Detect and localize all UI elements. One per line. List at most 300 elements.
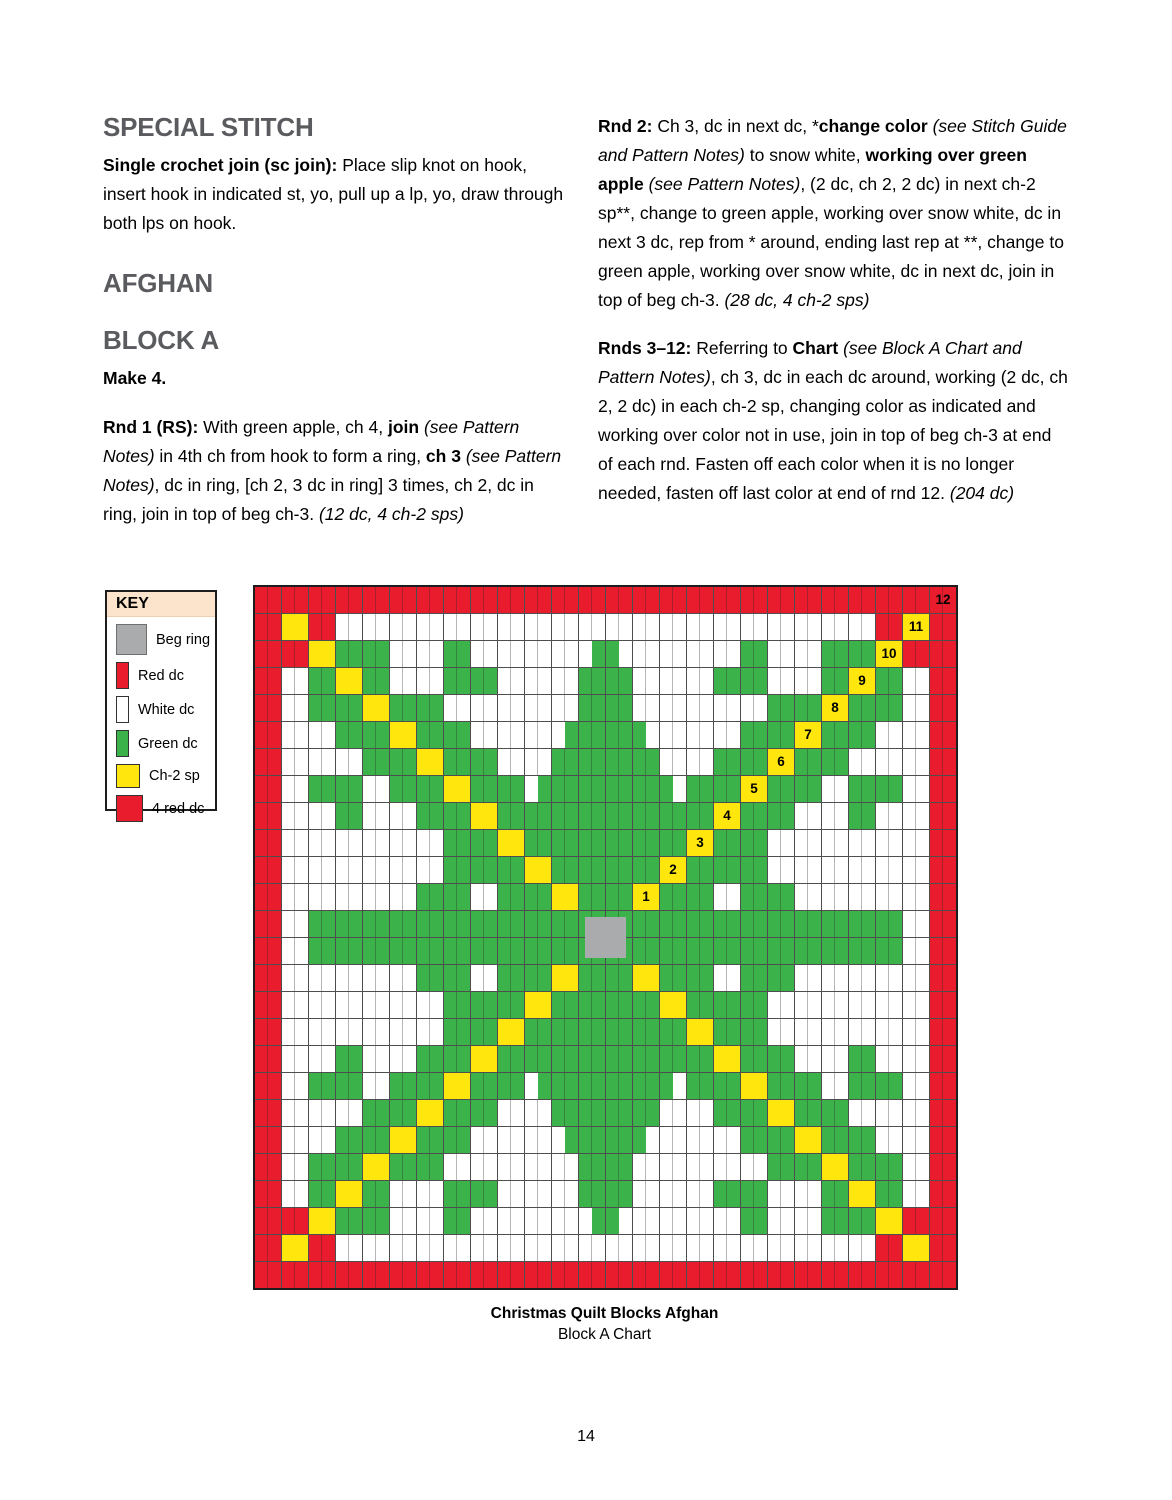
chart-cell bbox=[714, 830, 740, 856]
chart-cell bbox=[768, 1019, 794, 1045]
chart-cell bbox=[255, 614, 281, 640]
chart-cell bbox=[660, 614, 686, 640]
chart-cell bbox=[660, 911, 686, 937]
chart-cell bbox=[579, 695, 605, 721]
chart-cell bbox=[525, 1181, 551, 1207]
chart-cell bbox=[444, 938, 470, 964]
chart-cell bbox=[741, 1181, 767, 1207]
chart-cell bbox=[579, 965, 605, 991]
chart-cell bbox=[417, 749, 443, 775]
chart-cell bbox=[363, 1208, 389, 1234]
chart-cell bbox=[714, 911, 740, 937]
chart-cell: 1 bbox=[633, 884, 659, 910]
chart-cell bbox=[876, 749, 902, 775]
chart-cell bbox=[390, 857, 416, 883]
chart-cell bbox=[363, 695, 389, 721]
chart-cell bbox=[930, 1019, 956, 1045]
chart-cell bbox=[444, 641, 470, 667]
chart-cell bbox=[687, 1181, 713, 1207]
chart-cell bbox=[660, 668, 686, 694]
chart-cell bbox=[660, 749, 686, 775]
chart-cell bbox=[363, 1073, 389, 1099]
chart-cell bbox=[309, 614, 335, 640]
chart-cell bbox=[390, 587, 416, 613]
chart-cell bbox=[444, 614, 470, 640]
chart-cell bbox=[309, 803, 335, 829]
chart-cell bbox=[417, 965, 443, 991]
chart-cell bbox=[552, 992, 578, 1018]
chart-cell bbox=[633, 614, 659, 640]
chart-cell bbox=[903, 668, 929, 694]
chart-cell bbox=[741, 992, 767, 1018]
chart-cell bbox=[444, 722, 470, 748]
chart-cell bbox=[282, 1154, 308, 1180]
chart-cell bbox=[390, 749, 416, 775]
chart-cell bbox=[417, 1181, 443, 1207]
chart-cell bbox=[336, 776, 362, 802]
chart-cell bbox=[255, 884, 281, 910]
chart-cell bbox=[822, 1046, 848, 1072]
chart-cell bbox=[822, 749, 848, 775]
chart-cell bbox=[417, 884, 443, 910]
chart-cell bbox=[498, 1235, 524, 1261]
chart-cell bbox=[849, 749, 875, 775]
chart-cell bbox=[336, 722, 362, 748]
chart-cell bbox=[471, 1181, 497, 1207]
chart-cell bbox=[309, 884, 335, 910]
chart-cell bbox=[795, 884, 821, 910]
chart-cell bbox=[282, 1019, 308, 1045]
chart-cell bbox=[930, 1262, 956, 1288]
chart-cell bbox=[849, 641, 875, 667]
chart-cell bbox=[579, 830, 605, 856]
chart-cell bbox=[741, 857, 767, 883]
chart-cell bbox=[552, 857, 578, 883]
chart-cell bbox=[579, 1235, 605, 1261]
chart-cell bbox=[714, 776, 740, 802]
chart-cell bbox=[471, 1262, 497, 1288]
chart-cell bbox=[336, 1019, 362, 1045]
chart-cell bbox=[471, 1100, 497, 1126]
chart-cell bbox=[417, 1154, 443, 1180]
chart-cell bbox=[390, 722, 416, 748]
chart-cell bbox=[849, 1127, 875, 1153]
chart-cell bbox=[633, 587, 659, 613]
chart-cell bbox=[309, 1019, 335, 1045]
chart-cell: 2 bbox=[660, 857, 686, 883]
chart-cell bbox=[336, 614, 362, 640]
chart-cell bbox=[498, 911, 524, 937]
chart-cell: 11 bbox=[903, 614, 929, 640]
chart-cell bbox=[930, 695, 956, 721]
chart-cell bbox=[768, 641, 794, 667]
chart-cell bbox=[282, 1208, 308, 1234]
chart-cell bbox=[795, 1127, 821, 1153]
chart-cell bbox=[525, 857, 551, 883]
chart-cell bbox=[606, 587, 632, 613]
chart-cell bbox=[498, 695, 524, 721]
chart-cell bbox=[255, 1154, 281, 1180]
chart-cell bbox=[606, 803, 632, 829]
chart-cell bbox=[876, 1073, 902, 1099]
reddc-swatch bbox=[116, 662, 129, 689]
chart-cell bbox=[687, 614, 713, 640]
chart-cell bbox=[876, 1127, 902, 1153]
chart-cell bbox=[498, 776, 524, 802]
chart-cell bbox=[282, 614, 308, 640]
chart-cell bbox=[363, 776, 389, 802]
chart-cell bbox=[498, 1046, 524, 1072]
chart-cell bbox=[687, 803, 713, 829]
chart-cell bbox=[903, 857, 929, 883]
chart-cell bbox=[579, 668, 605, 694]
chart-cell bbox=[876, 992, 902, 1018]
chart-cell bbox=[606, 1100, 632, 1126]
chart-cell bbox=[336, 1100, 362, 1126]
chart-cell bbox=[255, 1127, 281, 1153]
chart-cell bbox=[633, 830, 659, 856]
chart-cell bbox=[930, 884, 956, 910]
chart-cell bbox=[471, 965, 497, 991]
chart-cell bbox=[471, 1127, 497, 1153]
chart-cell bbox=[849, 884, 875, 910]
rnds3-12-paragraph: Rnds 3–12: Referring to Chart (see Block A Chart and Pattern Notes), ch 3, dc in each dc around, working (2 dc, ch 2, 2 dc) in each ch-2 sp, changing color as indicated and working over color not in use, join in top of beg ch-3 at end of each rnd. Fasten off each color when it is no longer needed, fasten off last color at end of rnd 12. (204 dc) bbox=[598, 338, 1068, 503]
chart-cell bbox=[579, 587, 605, 613]
chart-cell bbox=[795, 614, 821, 640]
chart-cell bbox=[471, 884, 497, 910]
chart-cell bbox=[336, 830, 362, 856]
chart-cell bbox=[282, 695, 308, 721]
chart-cell bbox=[849, 722, 875, 748]
chart-cell bbox=[660, 1073, 686, 1099]
chart-cell bbox=[822, 1100, 848, 1126]
chart-cell bbox=[552, 1073, 578, 1099]
chart-cell bbox=[795, 749, 821, 775]
chart-cell bbox=[471, 695, 497, 721]
chart-cell bbox=[498, 965, 524, 991]
chart-cell bbox=[768, 857, 794, 883]
chart-cell bbox=[687, 776, 713, 802]
chart-cell bbox=[552, 1181, 578, 1207]
chart-cell bbox=[714, 965, 740, 991]
chart-cell bbox=[930, 830, 956, 856]
chart-cell bbox=[795, 992, 821, 1018]
chart-cell bbox=[282, 641, 308, 667]
chart-cell bbox=[606, 1154, 632, 1180]
chart-cell bbox=[660, 695, 686, 721]
chart-cell bbox=[903, 1262, 929, 1288]
chart-cell bbox=[525, 776, 551, 802]
chart-cell bbox=[417, 911, 443, 937]
chart-cell bbox=[606, 992, 632, 1018]
chart-cell bbox=[282, 668, 308, 694]
chart-cell bbox=[660, 1100, 686, 1126]
chart-cell bbox=[876, 1100, 902, 1126]
chart-cell bbox=[390, 1181, 416, 1207]
chart-cell bbox=[336, 587, 362, 613]
chart-cell bbox=[444, 857, 470, 883]
chart-cell bbox=[768, 722, 794, 748]
chart-cell: 10 bbox=[876, 641, 902, 667]
chart-cell bbox=[444, 965, 470, 991]
chart-cell bbox=[579, 992, 605, 1018]
chart-cell: 9 bbox=[849, 668, 875, 694]
chart-cell bbox=[795, 1046, 821, 1072]
chart-cell bbox=[471, 830, 497, 856]
chart-cell bbox=[795, 830, 821, 856]
chart-cell bbox=[336, 668, 362, 694]
chart-cell bbox=[282, 1127, 308, 1153]
chart-cell bbox=[363, 1181, 389, 1207]
chart-cell bbox=[741, 1235, 767, 1261]
chart-cell bbox=[903, 1073, 929, 1099]
chart-cell bbox=[471, 992, 497, 1018]
chart-cell bbox=[336, 938, 362, 964]
make-line: Make 4. bbox=[103, 368, 167, 388]
chart-cell bbox=[930, 1046, 956, 1072]
chart-cell bbox=[795, 1208, 821, 1234]
chart-cell bbox=[579, 641, 605, 667]
chart-cell bbox=[336, 884, 362, 910]
chart-cell bbox=[525, 668, 551, 694]
chart-cell bbox=[552, 830, 578, 856]
chart-cell bbox=[660, 1181, 686, 1207]
chart-cell bbox=[363, 1262, 389, 1288]
chart-cell bbox=[849, 1181, 875, 1207]
chart-cell bbox=[282, 749, 308, 775]
chart-cell bbox=[687, 668, 713, 694]
chart-cell bbox=[741, 1262, 767, 1288]
chart-cell bbox=[282, 1046, 308, 1072]
chart-cell bbox=[930, 992, 956, 1018]
chart-cell bbox=[363, 857, 389, 883]
chart-caption-subtitle: Block A Chart bbox=[557, 1326, 652, 1343]
chart-cell bbox=[795, 1019, 821, 1045]
chart-cell bbox=[714, 749, 740, 775]
chart-cell bbox=[498, 1154, 524, 1180]
chart-cell bbox=[795, 668, 821, 694]
chart-cell bbox=[282, 1100, 308, 1126]
chart-cell bbox=[579, 803, 605, 829]
chart-cell bbox=[336, 803, 362, 829]
chart-cell bbox=[255, 1181, 281, 1207]
chart-cell bbox=[633, 668, 659, 694]
chart-cell bbox=[822, 1181, 848, 1207]
chart-cell bbox=[660, 965, 686, 991]
chart-cell bbox=[660, 884, 686, 910]
chart-cell bbox=[525, 641, 551, 667]
chart-cell bbox=[336, 1235, 362, 1261]
chart-cell bbox=[930, 1235, 956, 1261]
chart-cell bbox=[606, 1046, 632, 1072]
chart-cell bbox=[930, 1073, 956, 1099]
chart-cell bbox=[876, 587, 902, 613]
chart-cell bbox=[633, 911, 659, 937]
chart-cell bbox=[525, 1208, 551, 1234]
chart-cell bbox=[768, 668, 794, 694]
chart-cell bbox=[903, 695, 929, 721]
key-item-red4 bbox=[116, 795, 215, 822]
chart-cell bbox=[363, 614, 389, 640]
chart-cell bbox=[309, 722, 335, 748]
chart-cell bbox=[606, 722, 632, 748]
chart-cell bbox=[876, 938, 902, 964]
chart-cell bbox=[930, 1208, 956, 1234]
chart-cell bbox=[903, 1181, 929, 1207]
chart-cell: 12 bbox=[930, 587, 956, 613]
chart-cell bbox=[930, 857, 956, 883]
chart-cell bbox=[903, 830, 929, 856]
chart-cell bbox=[714, 587, 740, 613]
chart-cell bbox=[255, 695, 281, 721]
chart-cell bbox=[255, 992, 281, 1018]
chart-cell bbox=[309, 911, 335, 937]
chart-cell bbox=[795, 911, 821, 937]
chart-cell bbox=[714, 1127, 740, 1153]
chart-cell bbox=[687, 1208, 713, 1234]
chart-cell bbox=[876, 614, 902, 640]
chart-cell bbox=[417, 1208, 443, 1234]
chart-cell bbox=[255, 857, 281, 883]
chart-cell bbox=[768, 1046, 794, 1072]
chart-cell bbox=[552, 776, 578, 802]
chart-cell bbox=[741, 1208, 767, 1234]
chart-cell bbox=[876, 695, 902, 721]
chart-cell bbox=[498, 1181, 524, 1207]
chart-cell bbox=[714, 992, 740, 1018]
chart-cell bbox=[633, 965, 659, 991]
chart-cell bbox=[579, 776, 605, 802]
chart-cell bbox=[768, 803, 794, 829]
chart-cell bbox=[525, 938, 551, 964]
chart-cell bbox=[336, 992, 362, 1018]
chart-cell bbox=[903, 803, 929, 829]
chart-cell bbox=[579, 857, 605, 883]
chart-cell bbox=[660, 1019, 686, 1045]
chart-cell bbox=[282, 1235, 308, 1261]
chart-cell bbox=[255, 668, 281, 694]
key-item-label: Green dc bbox=[138, 735, 198, 752]
chart-cell bbox=[822, 1262, 848, 1288]
chart-cell bbox=[741, 1019, 767, 1045]
chart-cell bbox=[822, 776, 848, 802]
chart-cell bbox=[498, 938, 524, 964]
chart-cell bbox=[687, 1262, 713, 1288]
chart-cell bbox=[471, 938, 497, 964]
chart-cell bbox=[633, 749, 659, 775]
chart-cell bbox=[822, 830, 848, 856]
chart-cell bbox=[255, 803, 281, 829]
chart-cell bbox=[930, 1154, 956, 1180]
chart-cell bbox=[687, 1073, 713, 1099]
block-a-chart-grid bbox=[253, 585, 958, 1290]
chart-cell bbox=[309, 992, 335, 1018]
key-items bbox=[107, 624, 215, 822]
chart-cell bbox=[930, 965, 956, 991]
chart-cell bbox=[525, 749, 551, 775]
chart-cell bbox=[579, 1046, 605, 1072]
chart-cell bbox=[795, 1262, 821, 1288]
chart-cell bbox=[849, 1208, 875, 1234]
chart-cell bbox=[687, 749, 713, 775]
chart-cell bbox=[336, 1127, 362, 1153]
chart-cell bbox=[552, 668, 578, 694]
chart-cell bbox=[282, 776, 308, 802]
right-column bbox=[598, 112, 1070, 518]
chart-cell bbox=[768, 911, 794, 937]
chart-cell bbox=[849, 1154, 875, 1180]
chart-cell bbox=[903, 1235, 929, 1261]
chart-cell bbox=[768, 1100, 794, 1126]
chart-cell bbox=[633, 1262, 659, 1288]
chart-cell bbox=[417, 722, 443, 748]
chart-cell bbox=[822, 965, 848, 991]
chart-cell bbox=[849, 803, 875, 829]
chart-cell bbox=[282, 587, 308, 613]
chart-cell bbox=[606, 695, 632, 721]
chart-cell bbox=[525, 587, 551, 613]
key-item-label: White dc bbox=[138, 701, 195, 718]
chart-cell bbox=[444, 1019, 470, 1045]
chart-cell bbox=[849, 965, 875, 991]
chart-cell bbox=[579, 614, 605, 640]
chart-cell bbox=[606, 830, 632, 856]
chart-cell bbox=[876, 776, 902, 802]
chart-cell bbox=[606, 1019, 632, 1045]
chart-cell bbox=[822, 884, 848, 910]
chart-cell bbox=[282, 1262, 308, 1288]
chart-cell bbox=[471, 803, 497, 829]
chart-cell bbox=[822, 614, 848, 640]
chart-cell bbox=[633, 1208, 659, 1234]
chart-cell: 7 bbox=[795, 722, 821, 748]
chart-cell bbox=[930, 641, 956, 667]
chart-cell bbox=[741, 884, 767, 910]
chart-cell bbox=[876, 965, 902, 991]
key-item-begring bbox=[116, 624, 215, 655]
chart-cell bbox=[552, 1235, 578, 1261]
chart-cell bbox=[309, 1235, 335, 1261]
chart-cell bbox=[309, 965, 335, 991]
chart-cell bbox=[552, 1100, 578, 1126]
chart-cell bbox=[390, 1019, 416, 1045]
chart-cell bbox=[390, 776, 416, 802]
chart-cell bbox=[525, 1127, 551, 1153]
chart-cell bbox=[606, 1073, 632, 1099]
chart-cell bbox=[795, 803, 821, 829]
chart-cell bbox=[903, 722, 929, 748]
chart-cell bbox=[255, 749, 281, 775]
chart-cell bbox=[552, 965, 578, 991]
chart-cell bbox=[633, 695, 659, 721]
key-item-greendc bbox=[116, 730, 215, 757]
key-item-label: 4 red dc bbox=[152, 800, 205, 817]
chart-cell bbox=[552, 1019, 578, 1045]
chart-cell bbox=[498, 614, 524, 640]
chart-cell bbox=[795, 1154, 821, 1180]
chart-cell bbox=[309, 857, 335, 883]
chart-cell bbox=[390, 1154, 416, 1180]
chart-cell bbox=[903, 911, 929, 937]
chart-caption bbox=[253, 1303, 956, 1345]
chart-cell bbox=[822, 668, 848, 694]
chart-cell bbox=[849, 1073, 875, 1099]
chart-cell bbox=[417, 1019, 443, 1045]
chart-cell bbox=[255, 641, 281, 667]
chart-cell bbox=[282, 722, 308, 748]
chart-cell bbox=[606, 1235, 632, 1261]
chart-cell bbox=[768, 1154, 794, 1180]
